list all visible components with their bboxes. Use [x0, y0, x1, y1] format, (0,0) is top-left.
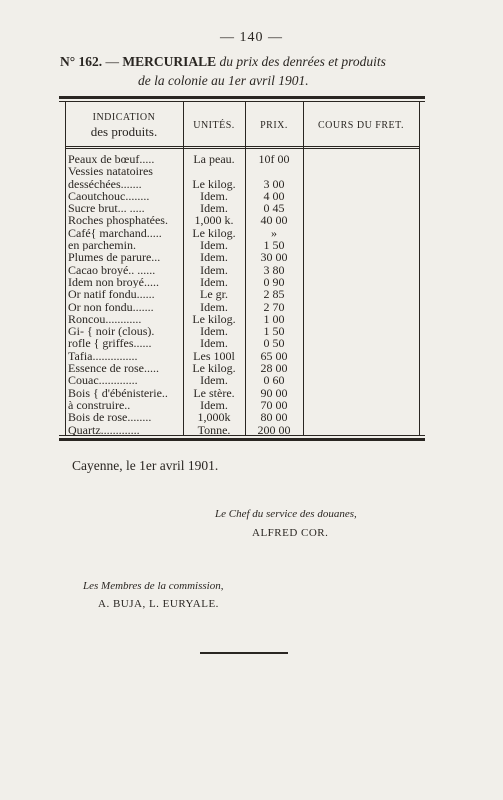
product-name: desséchées....... [68, 177, 142, 190]
unit-cell: Tonne. [197, 422, 231, 437]
price-cell: 70 00 [260, 397, 288, 412]
price-cell: 1 00 [263, 311, 285, 326]
membres-names: A. BUJA, L. EURYALE. [98, 598, 219, 610]
price-cell: 30 00 [260, 250, 288, 265]
header-rule [65, 146, 419, 147]
price-cell: 0 45 [263, 201, 285, 216]
price-cell: 80 00 [260, 410, 288, 425]
price-cell: 1 50 [263, 238, 285, 253]
chef-name: ALFRED COR. [252, 527, 329, 539]
unit-cell: 1,000 k. [194, 213, 234, 228]
table-row [59, 214, 425, 226]
table-row [59, 325, 425, 337]
table-row [59, 251, 425, 263]
table-row [59, 178, 425, 190]
product-name: en parchemin. [68, 239, 136, 252]
product-name: Bois de rose........ [68, 411, 152, 424]
table-top-rule [59, 96, 425, 99]
product-name: Café{ marchand..... [68, 226, 162, 240]
unit-cell: La peau. [193, 152, 235, 166]
chef-title: Le Chef du service des douanes, [215, 508, 357, 520]
product-name: Idem non broyé..... [68, 275, 159, 289]
place-date: Cayenne, le 1er avril 1901. [72, 458, 219, 473]
table-row [59, 313, 425, 325]
unit-cell: 1,000k [197, 410, 231, 425]
table-row [59, 301, 425, 313]
unit-cell: Idem. [200, 250, 228, 265]
price-cell: 10f 00 [258, 152, 290, 166]
unit-cell: Le kilog. [192, 361, 236, 376]
table-row [59, 153, 425, 165]
product-name: Couac............. [68, 374, 138, 387]
table-row [59, 362, 425, 374]
unit-cell: Idem. [200, 324, 228, 339]
unit-cell: Idem. [200, 274, 228, 289]
price-cell: 0 90 [263, 274, 285, 289]
product-name: à construire.. [68, 398, 131, 412]
membres-title: Les Membres de la commission, [83, 580, 224, 592]
title-word: MERCURIALE [122, 54, 217, 69]
product-name: Bois { d'ébénisterie.. [68, 386, 168, 399]
table-bottom-rule [59, 438, 425, 441]
unit-cell: Idem. [200, 238, 228, 253]
price-cell: 3 80 [263, 262, 285, 277]
price-cell: 2 70 [263, 299, 285, 314]
price-cell: 3 00 [263, 176, 285, 191]
unit-cell: Le kilog. [192, 311, 236, 326]
title-line2: de la colonie au 1er avril 1901. [138, 73, 309, 88]
unit-cell: Idem. [200, 373, 228, 388]
product-name: Quartz............. [68, 423, 140, 436]
unit-cell: Idem. [200, 299, 228, 314]
price-cell: 200 00 [257, 422, 291, 437]
price-cell: 28 00 [260, 361, 288, 376]
unit-cell: Le kilog. [192, 225, 236, 240]
product-name: Peaux de bœuf..... [68, 153, 155, 166]
product-name: Cacao broyé.. ...... [68, 263, 156, 276]
product-name: Or non fondu....... [68, 300, 154, 313]
product-name: rofle { griffes...... [68, 337, 152, 350]
table-row [59, 239, 425, 251]
table-row [59, 374, 425, 386]
header-cours-fret: COURS DU FRET. [318, 120, 404, 131]
product-name: Caoutchouc........ [68, 189, 150, 203]
table-row [59, 227, 425, 239]
table-row [59, 202, 425, 214]
unit-cell: Le kilog. [192, 176, 236, 191]
price-table [59, 96, 425, 444]
product-name: Roches phosphatées. [68, 214, 168, 227]
product-name: Gi- { noir (clous). [68, 325, 155, 338]
product-name: Essence de rose..... [68, 362, 159, 375]
price-cell: 0 50 [263, 336, 285, 351]
table-row [59, 165, 425, 177]
title-rest: du prix des denrées et produits [219, 54, 386, 69]
price-cell: 0 60 [263, 373, 285, 388]
price-cell: 40 00 [260, 213, 288, 228]
table-row [59, 337, 425, 349]
table-row [59, 288, 425, 300]
price-cell: 65 00 [260, 348, 288, 363]
table-top-rule-thin [59, 101, 425, 102]
header-rule-2 [65, 148, 419, 149]
end-rule [200, 652, 288, 654]
header-indication-sub: des produits. [90, 124, 158, 139]
page-number: — 140 — [220, 30, 283, 45]
table-row [59, 264, 425, 276]
table-row [59, 350, 425, 362]
table-row [59, 411, 425, 423]
table-row [59, 399, 425, 411]
header-prix: PRIX. [260, 120, 288, 131]
table-row [59, 190, 425, 202]
title-number: N° 162. [60, 54, 103, 69]
price-cell: » [271, 225, 277, 240]
unit-cell: Le gr. [200, 287, 228, 302]
unit-cell: Idem. [200, 188, 228, 203]
table-row [59, 387, 425, 399]
header-unites: UNITÉS. [193, 120, 235, 131]
unit-cell: Le stère. [193, 385, 235, 400]
product-name: Or natif fondu...... [68, 288, 155, 301]
unit-cell: Idem. [200, 201, 228, 216]
unit-cell: Idem. [200, 336, 228, 351]
table-row [59, 424, 425, 436]
unit-cell: Idem. [200, 262, 228, 277]
table-row [59, 276, 425, 288]
product-name: Plumes de parure... [68, 251, 161, 264]
unit-cell: Idem. [200, 397, 228, 412]
product-name: Roncou............ [68, 312, 142, 326]
price-cell: 1 50 [263, 324, 285, 339]
price-cell: 2 85 [263, 287, 285, 302]
price-cell: 90 00 [260, 385, 288, 400]
product-name: Tafia............... [68, 349, 138, 363]
price-cell: 4 00 [263, 188, 285, 203]
table-body [59, 153, 425, 436]
unit-cell: Les 100l [193, 348, 235, 363]
product-name: Sucre brut... ..... [68, 202, 145, 215]
title-dash: — [105, 54, 120, 69]
header-indication: INDICATION [92, 112, 156, 123]
document-title [60, 52, 440, 90]
product-name: Vessies natatoires [68, 165, 153, 178]
